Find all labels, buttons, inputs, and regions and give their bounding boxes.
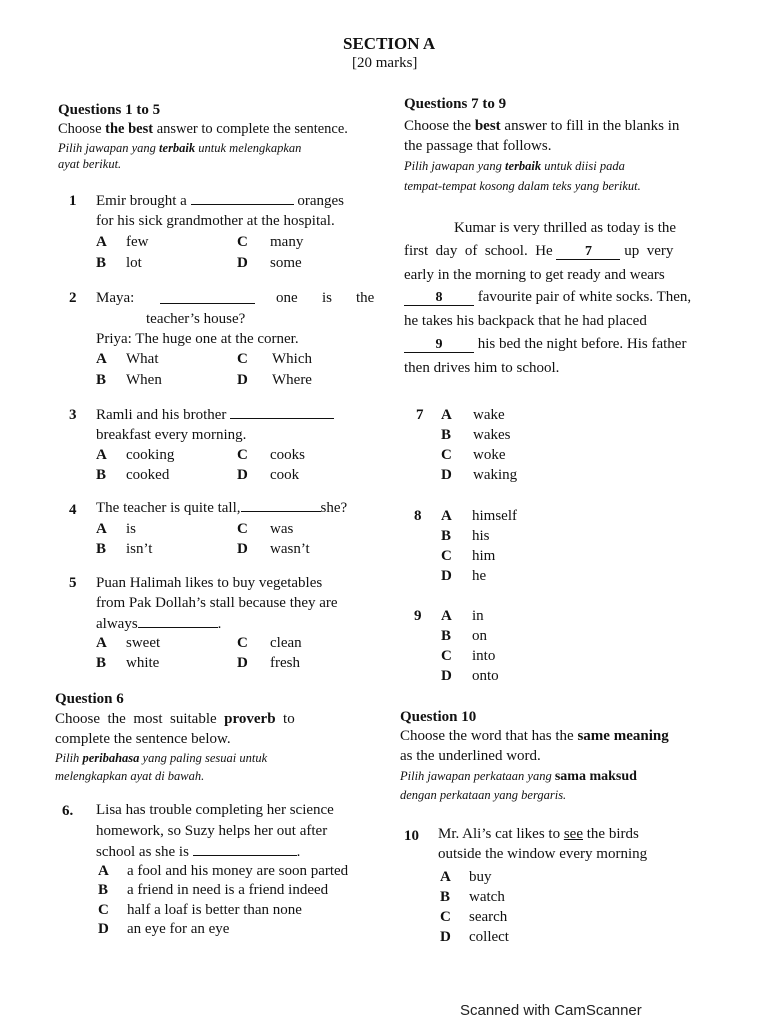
option-text[interactable]: waking <box>473 467 518 483</box>
option-text[interactable]: What <box>126 351 159 367</box>
option-text[interactable]: was <box>270 521 294 537</box>
option-text[interactable]: wake <box>473 407 505 423</box>
option-letter: C <box>237 234 248 250</box>
q6-text-line3: school as she is . <box>96 844 301 860</box>
question-number: 8 <box>414 508 422 524</box>
q10-instruction-2: as the underlined word. <box>400 748 541 764</box>
q6-heading: Question 6 <box>55 691 124 707</box>
option-text[interactable]: watch <box>469 889 505 905</box>
q1to5-instruction-malay: Pilih jawapan yang terbaik untuk melengkapkan <box>58 141 302 155</box>
option-letter: B <box>440 889 451 905</box>
section-marks: [20 marks] <box>352 55 418 71</box>
option-letter: C <box>441 447 452 463</box>
q10-heading: Question 10 <box>400 709 477 725</box>
option-text[interactable]: himself <box>472 508 517 524</box>
option-letter: B <box>441 528 452 544</box>
passage-line: first day of school. He 7 up very <box>404 243 674 259</box>
answer-blank <box>193 854 297 856</box>
option-text[interactable]: fresh <box>270 655 300 671</box>
option-text[interactable]: cooks <box>270 447 305 463</box>
option-text[interactable]: isn’t <box>126 541 153 557</box>
option-text[interactable]: When <box>126 372 162 388</box>
option-text[interactable]: wasn’t <box>270 541 310 557</box>
option-text[interactable]: lot <box>126 255 142 271</box>
option-text[interactable]: Where <box>272 372 312 388</box>
option-text[interactable]: Which <box>272 351 312 367</box>
q2-word: the <box>356 290 375 306</box>
question-number: 7 <box>416 407 424 423</box>
q7to9-instruction-malay-2: tempat-tempat kosong dalam teks yang berikut. <box>404 179 641 193</box>
option-text[interactable]: cook <box>270 467 300 483</box>
option-text[interactable]: a fool and his money are soon parted <box>127 863 349 879</box>
option-letter: B <box>441 628 452 644</box>
option-letter: A <box>96 521 107 537</box>
q7to9-instruction: Choose the best answer to fill in the blanks in <box>404 118 680 134</box>
option-letter: C <box>237 447 248 463</box>
option-letter: A <box>98 863 109 879</box>
question-number: 3 <box>69 407 77 423</box>
option-letter: C <box>237 635 248 651</box>
option-letter: C <box>237 351 248 367</box>
question-number: 6. <box>62 803 74 819</box>
option-letter: B <box>96 541 107 557</box>
option-text[interactable]: cooking <box>126 447 175 463</box>
option-text[interactable]: collect <box>469 929 509 945</box>
option-text[interactable]: woke <box>473 447 506 463</box>
option-text[interactable]: he <box>472 568 487 584</box>
option-text[interactable]: white <box>126 655 160 671</box>
option-text[interactable]: his <box>472 528 490 544</box>
option-letter: A <box>96 447 107 463</box>
option-letter: A <box>96 351 107 367</box>
option-text[interactable]: half a loaf is better than none <box>127 902 302 918</box>
passage-line: Kumar is very thrilled as today is the <box>454 220 677 236</box>
question-number: 2 <box>69 290 77 306</box>
q6-instruction-2: complete the sentence below. <box>55 731 231 747</box>
answer-blank <box>230 417 334 419</box>
option-text[interactable]: him <box>472 548 496 564</box>
option-text[interactable]: cooked <box>126 467 170 483</box>
q3-text-line2: breakfast every morning. <box>96 427 247 443</box>
blank-8: 8 <box>404 291 474 306</box>
option-text[interactable]: a friend in need is a friend indeed <box>127 882 329 898</box>
option-letter: D <box>237 655 248 671</box>
option-letter: A <box>441 508 452 524</box>
option-text[interactable]: search <box>469 909 508 925</box>
option-letter: D <box>98 921 109 937</box>
option-text[interactable]: an eye for an eye <box>127 921 230 937</box>
passage-line: then drives him to school. <box>404 360 560 376</box>
option-letter: A <box>441 407 452 423</box>
underlined-word: see <box>563 826 583 842</box>
option-letter: C <box>441 548 452 564</box>
q7to9-heading: Questions 7 to 9 <box>404 96 507 112</box>
option-letter: C <box>98 902 109 918</box>
passage-line: he takes his backpack that he had placed <box>404 313 647 329</box>
q5-text-line2: from Pak Dollah’s stall because they are <box>96 595 338 611</box>
option-letter: D <box>441 668 452 684</box>
answer-blank <box>160 303 255 304</box>
q2-text-line2: teacher’s house? <box>146 311 246 327</box>
option-letter: B <box>96 467 107 483</box>
q5-text-line3: always . <box>96 616 222 632</box>
q6-text-line1: Lisa has trouble completing her science <box>96 802 334 818</box>
option-letter: D <box>237 467 248 483</box>
option-letter: B <box>98 882 109 898</box>
option-letter: D <box>440 929 451 945</box>
q10-instruction-malay: Pilih jawapan perkataan yang sama maksud <box>400 769 637 784</box>
passage-line: 8 favourite pair of white socks. Then, <box>404 290 691 306</box>
question-number: 9 <box>414 608 422 624</box>
q6-text-line2: homework, so Suzy helps her out after <box>96 823 328 839</box>
option-letter: C <box>237 521 248 537</box>
q1to5-heading: Questions 1 to 5 <box>58 102 161 118</box>
option-text[interactable]: in <box>472 608 484 624</box>
q1to5-instruction: Choose the best answer to complete the sentence. <box>58 121 348 137</box>
option-letter: C <box>440 909 451 925</box>
q2-word: is <box>322 290 333 306</box>
option-letter: A <box>96 234 107 250</box>
q10-instruction: Choose the word that has the same meaning <box>400 728 669 744</box>
passage-line: 9 his bed the night before. His father <box>404 337 686 353</box>
q1-text-line1: Emir brought a oranges <box>96 193 344 209</box>
q1-text-line2: for his sick grandmother at the hospital. <box>96 213 335 229</box>
option-text[interactable]: is <box>126 521 137 537</box>
q6-instruction: Choose the most suitable proverb to <box>55 711 295 727</box>
question-number: 10 <box>404 828 419 844</box>
option-text[interactable]: some <box>270 255 302 271</box>
option-letter: D <box>237 255 248 271</box>
q2-text-line3: Priya: The huge one at the corner. <box>96 331 299 347</box>
q7to9-instruction-malay: Pilih jawapan yang terbaik untuk diisi pada <box>404 159 625 173</box>
q10-text-line1: Mr. Ali’s cat likes to see the birds <box>438 826 639 842</box>
option-letter: D <box>441 467 452 483</box>
question-number: 1 <box>69 193 77 209</box>
option-text[interactable]: many <box>270 234 304 250</box>
option-letter: B <box>96 655 107 671</box>
option-letter: B <box>441 427 452 443</box>
q7to9-instruction-2: the passage that follows. <box>404 138 552 154</box>
q10-text-line2: outside the window every morning <box>438 846 648 862</box>
answer-blank <box>241 510 321 512</box>
option-letter: A <box>440 869 451 885</box>
answer-blank <box>191 203 294 205</box>
option-letter: B <box>96 372 107 388</box>
option-text[interactable]: wakes <box>473 427 511 443</box>
option-letter: D <box>237 372 248 388</box>
option-text[interactable]: sweet <box>126 635 161 651</box>
answer-blank <box>138 626 218 628</box>
option-letter: A <box>441 608 452 624</box>
q2-word: one <box>276 290 298 306</box>
q1to5-instruction-malay-2: ayat berikut. <box>58 157 122 171</box>
option-text[interactable]: few <box>126 234 149 250</box>
blank-7: 7 <box>556 245 620 260</box>
option-text[interactable]: buy <box>469 869 492 885</box>
option-letter: C <box>441 648 452 664</box>
q10-instruction-malay-2: dengan perkataan yang bergaris. <box>400 788 567 802</box>
option-letter: B <box>96 255 107 271</box>
section-title: SECTION A <box>343 34 436 53</box>
q5-text-line1: Puan Halimah likes to buy vegetables <box>96 575 323 591</box>
option-letter: A <box>96 635 107 651</box>
option-letter: D <box>441 568 452 584</box>
q3-text-line1: Ramli and his brother <box>96 408 334 423</box>
blank-9: 9 <box>404 338 474 353</box>
q2-speaker-maya: Maya: <box>96 290 135 306</box>
q6-instruction-malay-2: melengkapkan ayat di bawah. <box>55 769 205 783</box>
option-text[interactable]: into <box>472 648 496 664</box>
option-text[interactable]: onto <box>472 668 499 684</box>
question-number: 4 <box>69 502 77 518</box>
option-letter: D <box>237 541 248 557</box>
q4-text-line1: The teacher is quite tall, she? <box>96 500 348 516</box>
option-text[interactable]: on <box>472 628 487 644</box>
q6-instruction-malay: Pilih peribahasa yang paling sesuai untuk <box>55 751 268 765</box>
option-text[interactable]: clean <box>270 635 302 651</box>
question-number: 5 <box>69 575 77 591</box>
passage-line: early in the morning to get ready and wears <box>404 267 665 283</box>
scanner-watermark: Scanned with CamScanner <box>460 1002 642 1019</box>
